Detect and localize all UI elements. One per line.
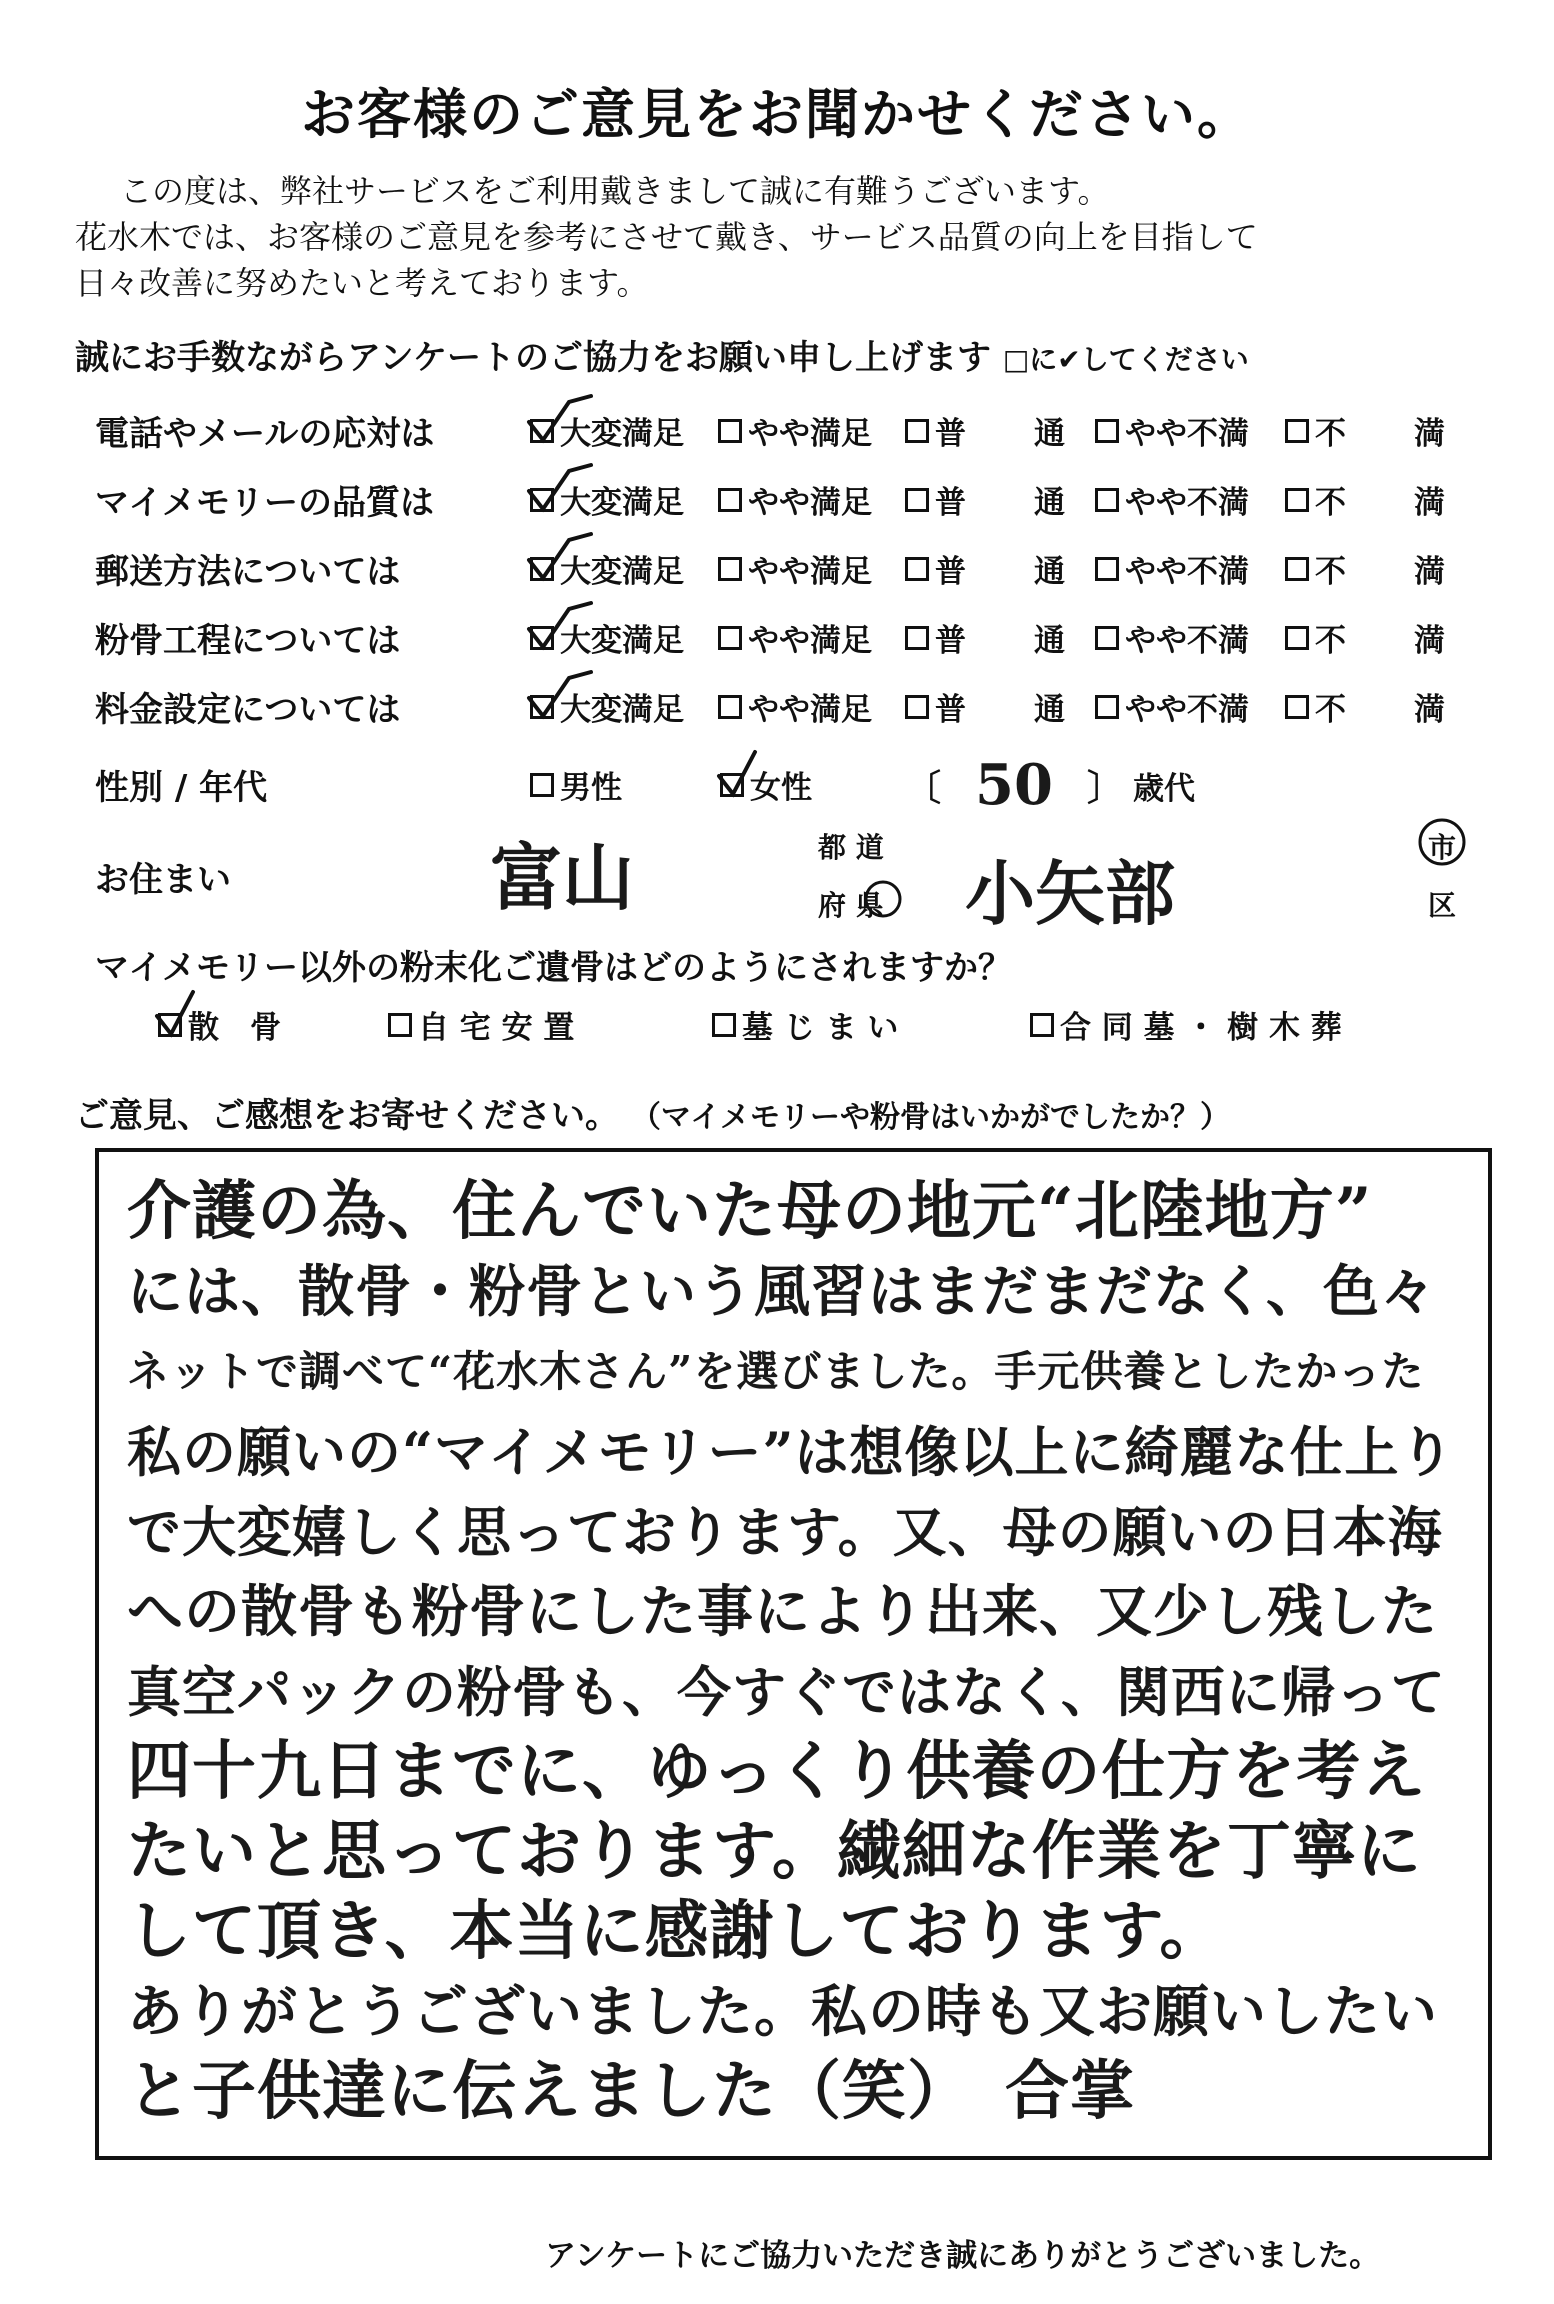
age-field[interactable] (905, 752, 1195, 818)
rating-option-label: 大変満足 (560, 623, 684, 659)
checkbox[interactable] (530, 557, 554, 581)
rating-option-label: 不 満 (1315, 416, 1447, 452)
home-keep-option[interactable] (388, 1002, 574, 1047)
checkbox[interactable] (1285, 626, 1309, 650)
rating-option[interactable] (905, 477, 1067, 522)
scatter-option[interactable] (158, 1002, 281, 1047)
rating-option[interactable] (530, 684, 684, 729)
rating-option[interactable] (530, 615, 684, 660)
rating-option-label: 不 満 (1315, 623, 1447, 659)
grave-closing-label: 墓 じ ま い (742, 1010, 899, 1046)
prefecture-circle-mark (862, 878, 904, 920)
rating-option[interactable] (1285, 546, 1447, 591)
checkbox[interactable] (1285, 419, 1309, 443)
checkbox[interactable] (905, 419, 929, 443)
joint-grave-option[interactable] (1030, 1002, 1342, 1047)
checkbox[interactable] (388, 1013, 412, 1037)
rating-option[interactable] (718, 615, 872, 660)
rating-option[interactable] (905, 408, 1067, 453)
residence-label: お住まい (95, 860, 231, 900)
checkbox[interactable] (905, 488, 929, 512)
rating-option[interactable] (530, 408, 684, 453)
rating-option[interactable] (905, 684, 1067, 729)
rating-option-label: やや不満 (1125, 485, 1249, 521)
checkbox[interactable] (718, 419, 742, 443)
city-circle-mark (1416, 816, 1468, 868)
comment-line: ありがとうございました。私の時も又お願いしたい (127, 1979, 1438, 2045)
rating-option-label: やや不満 (1125, 554, 1249, 590)
check-mark-icon (525, 461, 595, 517)
prefecture-suffix-top: 都 道 (818, 831, 884, 864)
grave-closing-option[interactable] (712, 1002, 898, 1047)
rating-option[interactable] (1285, 684, 1447, 729)
comment-line: 介護の為、住んでいた母の地元“北陸地方” (127, 1174, 1373, 1249)
comment-line: で大変嬉しく思っております。又、母の願いの日本海 (127, 1500, 1443, 1564)
checkbox[interactable] (712, 1013, 736, 1037)
rating-option-label: 普 通 (935, 692, 1067, 728)
rating-option-label: やや満足 (748, 485, 872, 521)
gender-female-label: 女性 (750, 770, 812, 806)
other-remains-question: マイメモリー以外の粉末化ご遺骨はどのようにされますか？ (95, 948, 1012, 988)
check-mark-icon (153, 986, 223, 1042)
rating-option-label: 大変満足 (560, 485, 684, 521)
gender-male-label: 男性 (560, 770, 622, 806)
rating-option-label: やや不満 (1125, 692, 1249, 728)
rating-option[interactable] (718, 684, 872, 729)
rating-option-label: 普 通 (935, 485, 1067, 521)
rating-option[interactable] (1095, 477, 1249, 522)
checkbox[interactable] (1030, 1013, 1054, 1037)
rating-option[interactable] (1095, 615, 1249, 660)
city-suffix-top: 市 (1428, 831, 1457, 864)
rating-option-label: 不 満 (1315, 485, 1447, 521)
scatter-label: 散 骨 (188, 1010, 281, 1046)
check-hint: □に✔してください (1002, 343, 1249, 376)
survey-prompt-text: 誠にお手数ながらアンケートのご協力をお願い申し上げます (75, 338, 991, 378)
rating-option[interactable] (530, 546, 684, 591)
comment-line: への散骨も粉骨にした事により出来、又少し残した (127, 1579, 1438, 1645)
rating-option[interactable] (1095, 546, 1249, 591)
question-label: 粉骨工程については (95, 621, 401, 661)
rating-option-label: 大変満足 (560, 692, 684, 728)
check-mark-icon (525, 599, 595, 655)
checkbox[interactable] (530, 626, 554, 650)
prefecture-suffix-bottom: 府 県 (818, 889, 884, 922)
rating-option-label: 不 満 (1315, 554, 1447, 590)
checkbox[interactable] (530, 488, 554, 512)
gender-male-option[interactable] (530, 762, 622, 807)
check-mark-icon (715, 746, 785, 802)
checkbox[interactable] (158, 1013, 182, 1037)
comment-line: ネットで調べて“花水木さん”を選びました。手元供養としたかった (127, 1347, 1425, 1396)
prefecture-value: 富山 (490, 835, 635, 920)
rating-option[interactable] (1095, 684, 1249, 729)
checkbox[interactable] (718, 695, 742, 719)
comment-line: には、散骨・粉骨という風習はまだまだなく、色々 (127, 1259, 1437, 1325)
rating-option[interactable] (1285, 408, 1447, 453)
age-value: 50 (975, 752, 1053, 818)
comment-box[interactable] (95, 1148, 1492, 2160)
age-unit: 歳代 (1132, 770, 1195, 807)
rating-option[interactable] (1095, 408, 1249, 453)
rating-option-label: 不 満 (1315, 692, 1447, 728)
question-label: 郵送方法については (95, 552, 401, 592)
joint-grave-label: 合 同 墓 ・ 樹 木 葬 (1060, 1010, 1342, 1046)
age-bracket-close: 〕 (1086, 767, 1123, 809)
checkbox[interactable] (718, 488, 742, 512)
rating-option-label: やや不満 (1125, 416, 1249, 452)
rating-option-label: やや満足 (748, 554, 872, 590)
rating-option-label: 普 通 (935, 623, 1067, 659)
comment-line: たいと思っております。繊細な作業を丁寧に (127, 1814, 1422, 1889)
rating-option[interactable] (718, 408, 872, 453)
intro-line-1: この度は、弊社サービスをご利用戴きまして誠に有難うございます。 (120, 172, 1110, 210)
home-keep-label: 自 宅 安 置 (418, 1010, 575, 1046)
checkbox[interactable] (905, 626, 929, 650)
question-label: 料金設定については (95, 690, 401, 730)
checkbox[interactable] (905, 557, 929, 581)
checkbox[interactable] (720, 773, 744, 797)
checkbox[interactable] (530, 773, 554, 797)
comment-prompt-sub: （マイメモリーや粉骨はいかがでしたか？） (630, 1100, 1230, 1135)
intro-line-2: 花水木では、お客様のご意見を参考にさせて戴き、サービス品質の向上を目指して (75, 218, 1258, 256)
comment-prompt-text: ご意見、ご感想をお寄せください。 (75, 1096, 619, 1136)
comment-line: と子供達に伝えました（笑） 合掌 (127, 2054, 1135, 2129)
check-mark-icon (525, 668, 595, 724)
rating-option-label: 大変満足 (560, 554, 684, 590)
checkbox[interactable] (1095, 557, 1119, 581)
checkbox[interactable] (530, 419, 554, 443)
age-bracket-open: 〔 (905, 767, 942, 809)
rating-option-label: 普 通 (935, 554, 1067, 590)
footer-thanks: アンケートにご協力いただき誠にありがとうございました。 (545, 2238, 1381, 2274)
checkbox[interactable] (718, 557, 742, 581)
rating-option-label: やや不満 (1125, 623, 1249, 659)
survey-title: お客様のご意見をお聞かせください。 (301, 83, 1253, 146)
rating-option-label: やや満足 (748, 692, 872, 728)
rating-option-label: 大変満足 (560, 416, 684, 452)
comment-line: 四十九日までに、ゆっくり供養の仕方を考え (127, 1734, 1427, 1809)
rating-option[interactable] (718, 477, 872, 522)
checkbox[interactable] (1285, 695, 1309, 719)
rating-option[interactable] (905, 546, 1067, 591)
checkbox[interactable] (1095, 695, 1119, 719)
checkbox[interactable] (1285, 557, 1309, 581)
checkbox[interactable] (1095, 626, 1119, 650)
comment-line: 真空パックの粉骨も、今すぐではなく、関西に帰って (127, 1660, 1446, 1724)
question-label: マイメモリーの品質は (95, 483, 434, 523)
comment-line: して頂き、本当に感謝しております。 (127, 1894, 1225, 1969)
checkbox[interactable] (718, 626, 742, 650)
city-value: 小矢部 (965, 852, 1175, 935)
rating-option[interactable] (1285, 477, 1447, 522)
survey-prompt (75, 330, 1249, 379)
rating-option-label: 普 通 (935, 416, 1067, 452)
gender-age-label: 性別 / 年代 (95, 768, 268, 808)
comment-prompt (75, 1088, 1230, 1137)
check-mark-icon (525, 392, 595, 448)
checkbox[interactable] (530, 695, 554, 719)
checkbox[interactable] (1095, 488, 1119, 512)
rating-option[interactable] (1285, 615, 1447, 660)
comment-line: 私の願いの“マイメモリー”は想像以上に綺麗な仕上り (127, 1420, 1455, 1484)
rating-option[interactable] (905, 615, 1067, 660)
check-mark-icon (525, 530, 595, 586)
checkbox[interactable] (1285, 488, 1309, 512)
rating-option[interactable] (530, 477, 684, 522)
checkbox[interactable] (1095, 419, 1119, 443)
gender-female-option[interactable] (720, 762, 812, 807)
city-suffix-bottom: 区 (1428, 889, 1457, 922)
rating-option-label: やや満足 (748, 623, 872, 659)
intro-line-3: 日々改善に努めたいと考えております。 (75, 264, 649, 302)
checkbox[interactable] (905, 695, 929, 719)
question-label: 電話やメールの応対は (95, 414, 435, 454)
rating-option-label: やや満足 (748, 416, 872, 452)
rating-option[interactable] (718, 546, 872, 591)
